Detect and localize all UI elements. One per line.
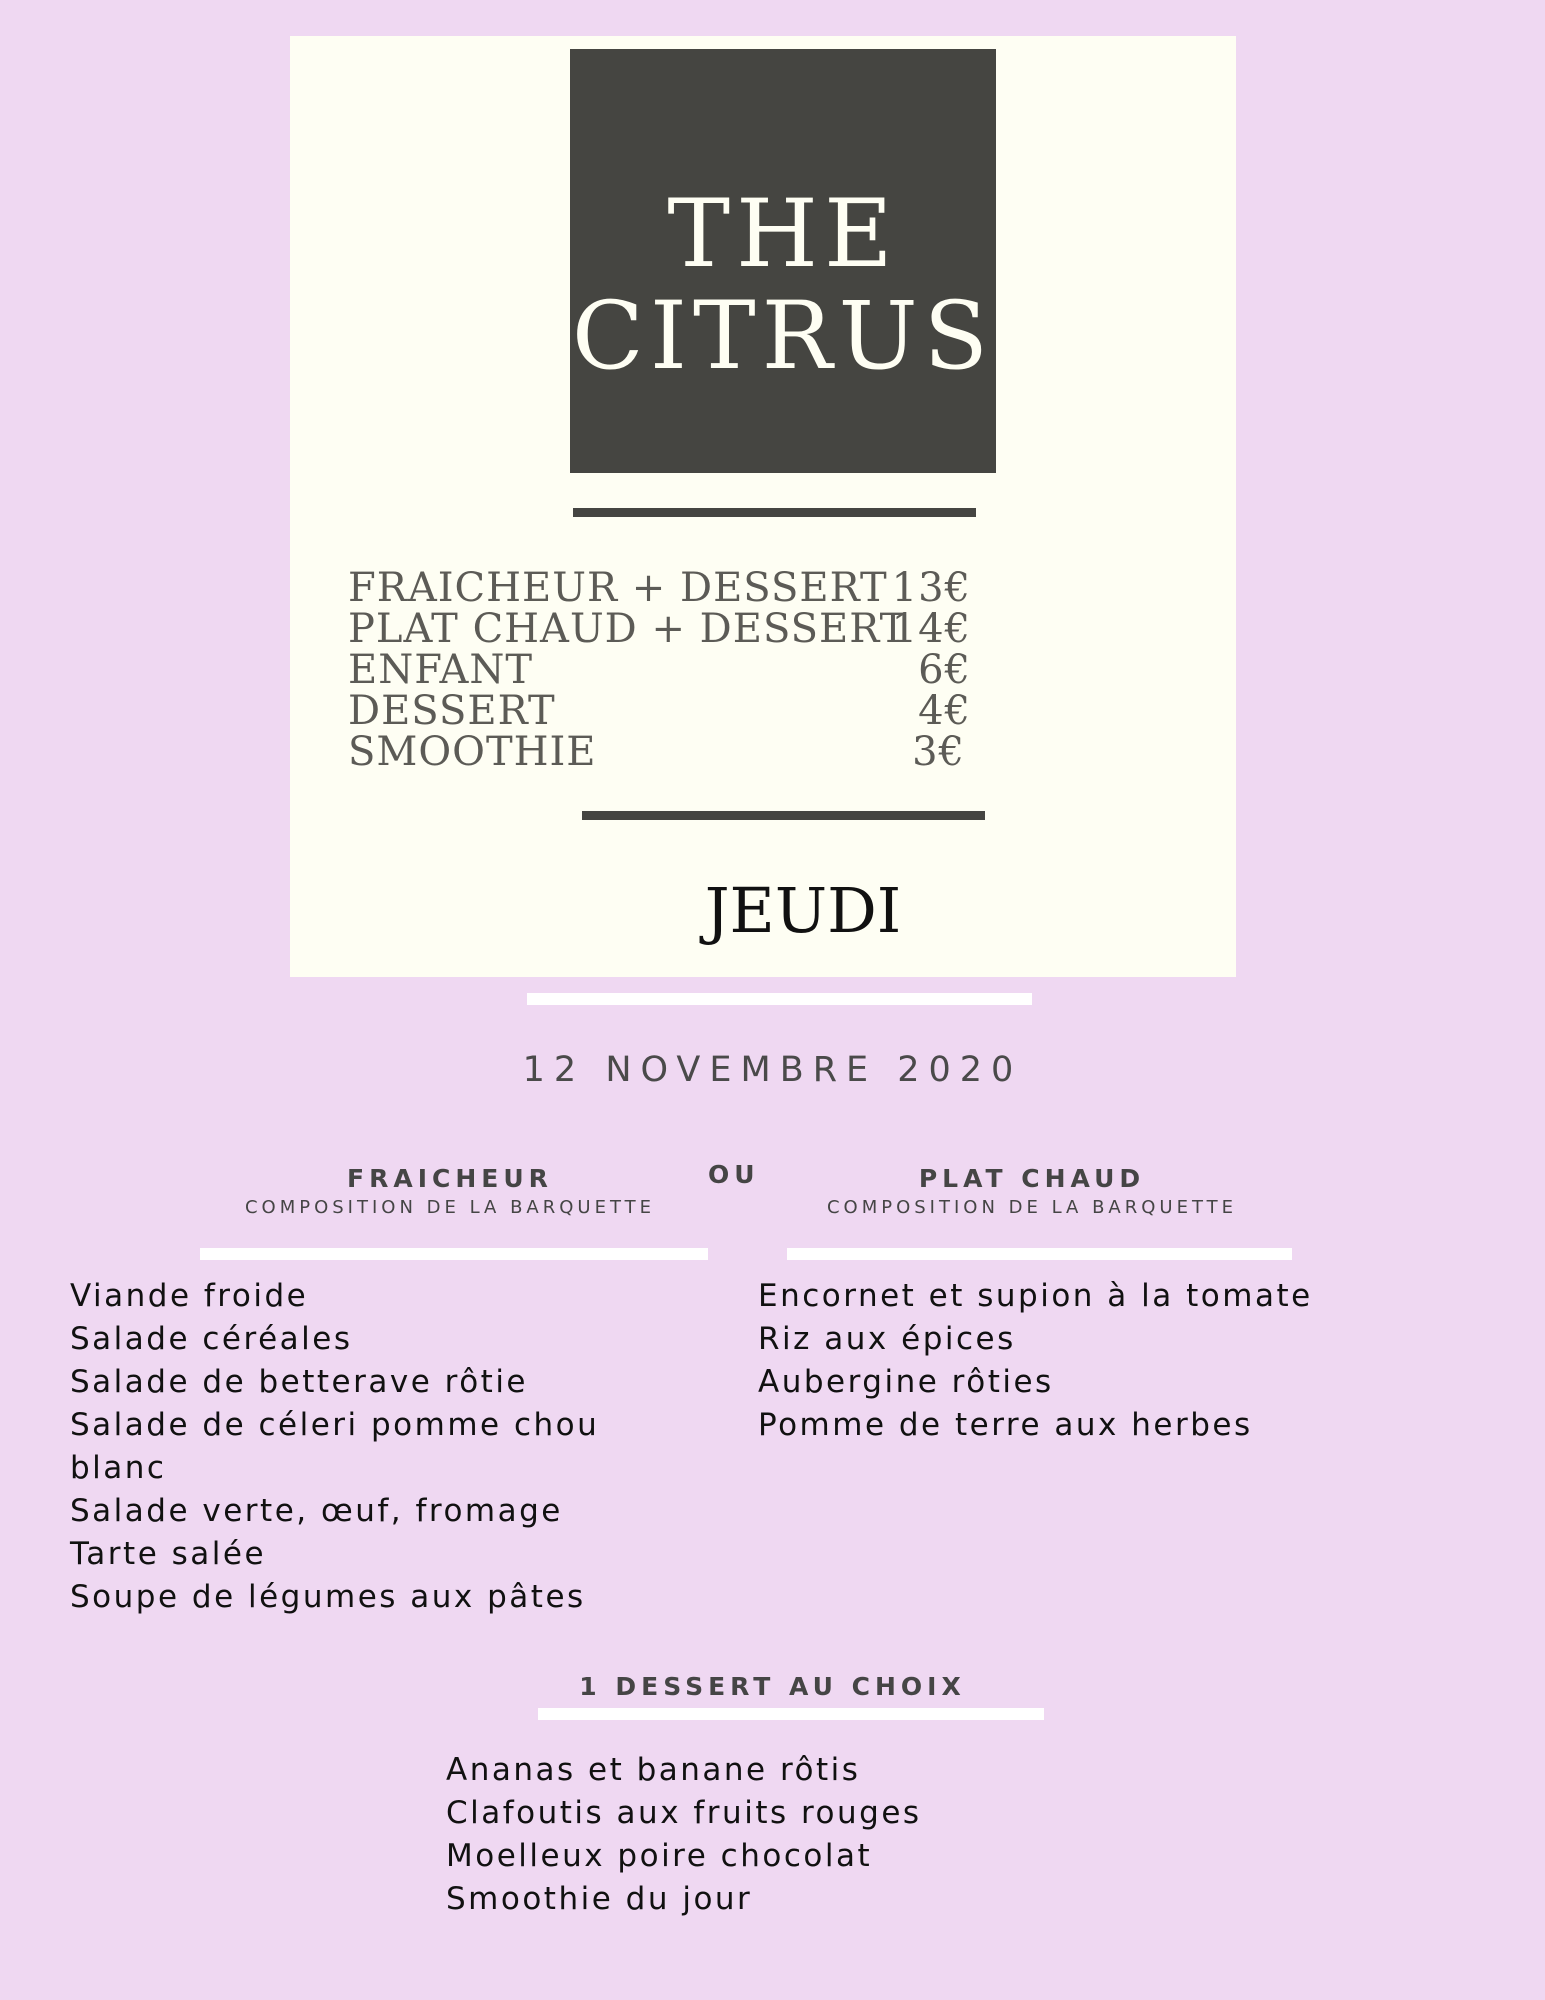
divider-white-date — [527, 993, 1032, 1005]
divider-dessert — [538, 1708, 1044, 1720]
brand-name-line1: THE — [667, 180, 899, 289]
brand-logo — [570, 49, 996, 473]
list-item: Salade céréales — [70, 1321, 353, 1357]
list-item: blanc — [70, 1450, 167, 1486]
list-item: Moelleux poire chocolat — [446, 1838, 873, 1874]
list-item: Riz aux épices — [758, 1321, 1016, 1357]
list-item: Smoothie du jour — [446, 1881, 753, 1917]
fraicheur-title: FRAICHEUR — [347, 1164, 553, 1193]
dessert-list — [446, 1749, 922, 1921]
price-value: 14€ — [891, 606, 971, 652]
divider-bottom — [582, 811, 985, 820]
day-title: JEUDI — [704, 874, 902, 947]
fraicheur-subtitle: COMPOSITION DE LA BARQUETTE — [244, 1197, 656, 1218]
plat-chaud-list — [758, 1275, 1313, 1447]
list-item: Salade de betterave rôtie — [70, 1364, 529, 1400]
divider-plat-chaud — [787, 1248, 1292, 1260]
list-item: Aubergine rôties — [758, 1364, 1054, 1400]
brand-name-line2: CITRUS — [571, 282, 995, 391]
divider-fraicheur — [200, 1248, 708, 1260]
price-name: PLAT CHAUD + DESSERT — [348, 606, 908, 652]
price-name: DESSERT — [348, 688, 556, 734]
price-name: ENFANT — [348, 647, 534, 693]
price-value: 4€ — [918, 688, 971, 734]
list-item: Ananas et banane rôtis — [446, 1752, 861, 1788]
plat-chaud-title: PLAT CHAUD — [918, 1164, 1146, 1193]
price-value: 13€ — [891, 565, 971, 611]
list-item: Tarte salée — [70, 1536, 267, 1572]
price-value: 6€ — [918, 647, 971, 693]
fraicheur-list — [70, 1275, 599, 1619]
menu-date: 12 NOVEMBRE 2020 — [522, 1050, 1023, 1090]
list-item: Encornet et supion à la tomate — [758, 1278, 1313, 1314]
divider-top — [573, 508, 976, 517]
list-item: Salade de céleri pomme chou — [70, 1407, 600, 1443]
list-item: Soupe de légumes aux pâtes — [70, 1579, 586, 1615]
dessert-title: 1 DESSERT AU CHOIX — [579, 1672, 966, 1701]
list-item: Viande froide — [70, 1278, 309, 1314]
or-separator: OU — [708, 1160, 760, 1189]
price-name: FRAICHEUR + DESSERT — [348, 565, 888, 611]
plat-chaud-subtitle: COMPOSITION DE LA BARQUETTE — [826, 1197, 1238, 1218]
price-name: SMOOTHIE — [348, 729, 597, 775]
list-item: Salade verte, œuf, fromage — [70, 1493, 563, 1529]
list-item: Clafoutis aux fruits rouges — [446, 1795, 922, 1831]
list-item: Pomme de terre aux herbes — [758, 1407, 1253, 1443]
price-value: 3€ — [912, 729, 965, 775]
